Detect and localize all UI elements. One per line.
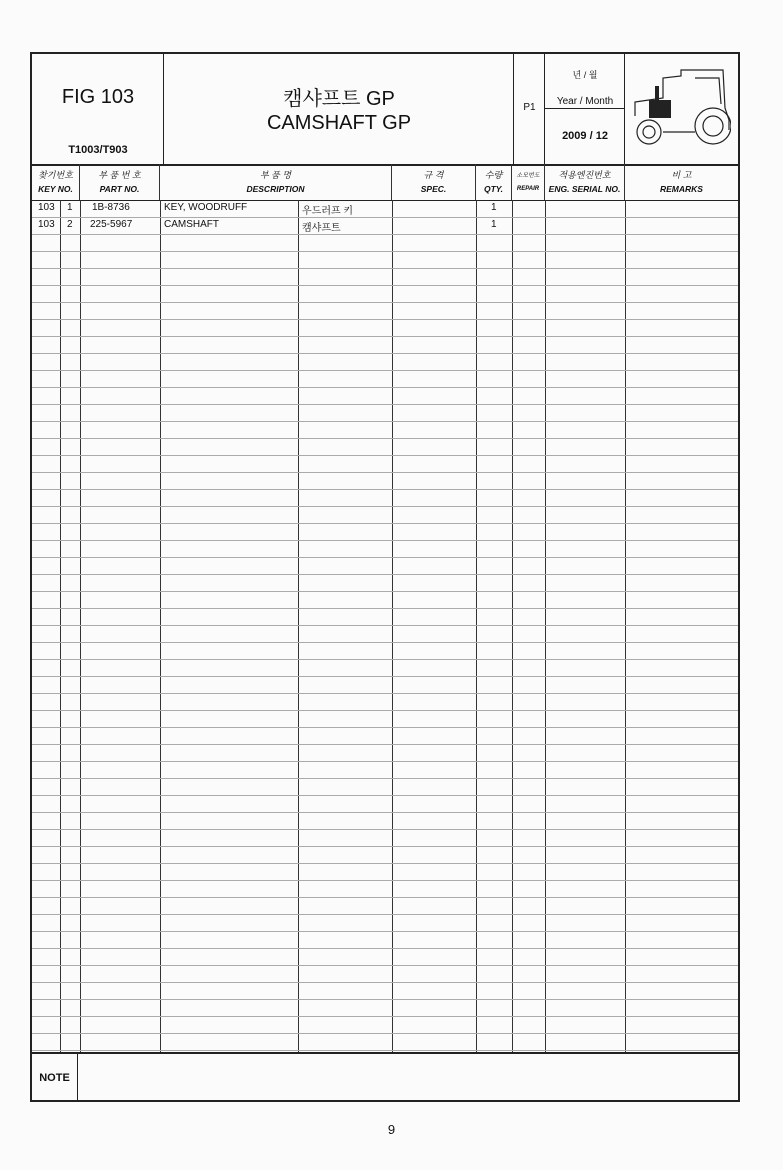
grid-divider [80, 200, 81, 1052]
grid-rule [32, 557, 738, 558]
figure-cell [32, 54, 164, 164]
col-qty: 수량 QTY. [476, 164, 512, 200]
title-english: CAMSHAFT GP [266, 112, 412, 134]
row-qty: 1 [491, 219, 497, 230]
page-code: P1 [523, 102, 536, 113]
grid-rule [32, 472, 738, 473]
grid-rule [32, 931, 738, 932]
grid-rule [32, 438, 738, 439]
title-korean: 캠샤프트 GP [283, 88, 395, 110]
grid-rule [32, 1050, 738, 1051]
col-repair: 소모번도 REPAIR [512, 164, 545, 200]
grid-rule [32, 455, 738, 456]
model-number: T1003/T903 [68, 144, 128, 156]
grid-rule [32, 846, 738, 847]
grid-rule [32, 710, 738, 711]
grid-rule [32, 506, 738, 507]
parts-sheet [30, 52, 740, 1102]
row-key: 1 [67, 202, 73, 213]
grid-rule [32, 1016, 738, 1017]
grid-rule [32, 863, 738, 864]
grid-rule [32, 591, 738, 592]
grid-rule [32, 965, 738, 966]
grid-rule [32, 523, 738, 524]
grid-divider [60, 200, 61, 1052]
note-section [32, 1052, 738, 1102]
page-number: 9 [387, 1122, 396, 1137]
col-eng-serial: 적용엔진번호 ENG. SERIAL NO. [545, 164, 625, 200]
grid-rule [32, 999, 738, 1000]
grid-rule [32, 319, 738, 320]
grid-rule [32, 982, 738, 983]
row-qty: 1 [491, 202, 497, 213]
date-value: 2009 / 12 [562, 130, 608, 142]
column-header-row [32, 164, 738, 201]
grid-rule [32, 285, 738, 286]
grid-divider [392, 200, 393, 1052]
grid-rule [32, 676, 738, 677]
grid-rule [32, 778, 738, 779]
grid-rule [32, 659, 738, 660]
row-fig: 103 [38, 219, 55, 230]
grid-rule [32, 897, 738, 898]
grid-rule [32, 574, 738, 575]
col-description: 부 품 명 DESCRIPTION [160, 164, 392, 200]
grid-divider [160, 200, 161, 1052]
row-part-no: 1B-8736 [92, 202, 130, 213]
col-key-no: 찾기번호 KEY NO. [32, 164, 80, 200]
grid-rule [32, 795, 738, 796]
illustration-cell [625, 54, 738, 164]
date-label-korean: 년 / 월 [572, 70, 598, 80]
figure-number: FIG 103 [61, 86, 135, 108]
grid-rule [32, 540, 738, 541]
row-desc-en: KEY, WOODRUFF [164, 202, 248, 213]
grid-rule [32, 421, 738, 422]
grid-divider [476, 200, 477, 1052]
grid-rule [32, 1033, 738, 1034]
grid-rule [32, 642, 738, 643]
row-part-no: 225-5967 [90, 219, 133, 230]
page-cell [514, 54, 545, 164]
grid-rule [32, 268, 738, 269]
table-row [32, 200, 738, 217]
grid-divider [545, 200, 546, 1052]
grid-rule [32, 251, 738, 252]
grid-rule [32, 693, 738, 694]
date-divider [545, 108, 625, 109]
grid-rule [32, 625, 738, 626]
title-cell [164, 54, 514, 164]
tractor-icon [633, 68, 731, 150]
col-spec: 규 격 SPEC. [392, 164, 476, 200]
grid-rule [32, 387, 738, 388]
grid-rule [32, 744, 738, 745]
grid-rule [32, 234, 738, 235]
sheet-header [32, 54, 738, 166]
grid-rule [32, 217, 738, 218]
grid-rule [32, 336, 738, 337]
grid-divider [625, 200, 626, 1052]
grid-divider [512, 200, 513, 1052]
grid-rule [32, 302, 738, 303]
grid-rule [32, 812, 738, 813]
grid-rule [32, 353, 738, 354]
grid-rule [32, 489, 738, 490]
grid-rule [32, 727, 738, 728]
grid-rule [32, 914, 738, 915]
date-label-english: Year / Month [556, 96, 614, 107]
grid-rule [32, 370, 738, 371]
row-fig: 103 [38, 202, 55, 213]
parts-grid [32, 200, 738, 1052]
grid-rule [32, 404, 738, 405]
row-desc-en: CAMSHAFT [164, 219, 219, 230]
grid-rule [32, 880, 738, 881]
grid-rule [32, 608, 738, 609]
table-row [32, 217, 738, 234]
col-remarks: 비 고 REMARKS [660, 170, 703, 194]
grid-divider [298, 200, 299, 1052]
grid-rule [32, 761, 738, 762]
grid-rule [32, 829, 738, 830]
date-cell [545, 54, 625, 164]
grid-rule [32, 948, 738, 949]
row-desc-ko: 우드러프 키 [302, 206, 354, 217]
col-part-no: 부 품 번 호 PART NO. [80, 164, 160, 200]
note-label: NOTE [32, 1054, 78, 1102]
row-key: 2 [67, 219, 73, 230]
row-desc-ko: 캠샤프트 [302, 223, 341, 234]
